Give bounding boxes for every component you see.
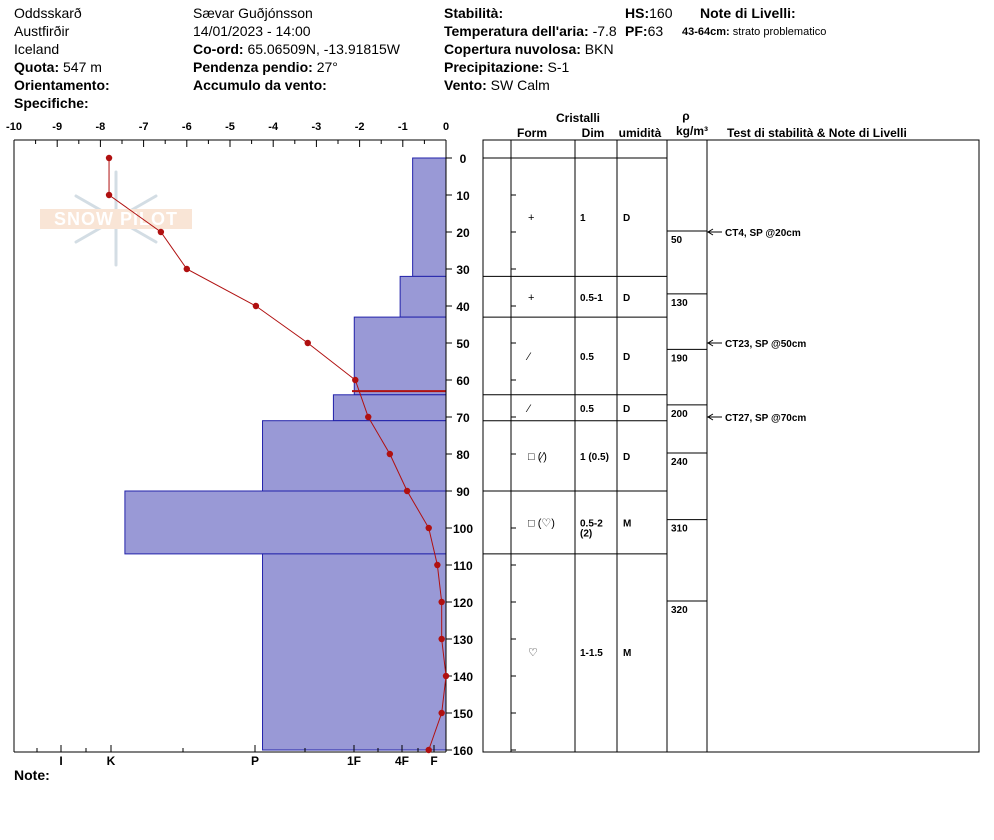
temperature-point — [365, 414, 371, 420]
layer-grain-form: ⁄ — [528, 350, 530, 363]
temperature-point — [387, 451, 393, 457]
temp-tick-label: -9 — [52, 121, 63, 133]
density-unit-header: kg/m³ — [675, 124, 709, 138]
stability-test-label: CT23, SP @50cm — [725, 339, 807, 350]
moisture-header: umidità — [618, 126, 662, 140]
density-value: 50 — [671, 235, 683, 246]
layer-moisture: M — [623, 518, 632, 530]
tests-header: Test di stabilità & Note di Livelli — [727, 126, 907, 140]
temp-tick-label: -2 — [354, 121, 365, 133]
slope-label: Pendenza pendio: — [193, 59, 313, 75]
pf-value: 63 — [647, 23, 664, 39]
layer-table — [483, 140, 979, 752]
watermark-text: SNOW PILOT — [54, 209, 178, 229]
cloud-label: Copertura nuvolosa: — [444, 41, 581, 57]
layer-grain-size: 0.5-1 — [580, 292, 603, 304]
depth-tick-label: 120 — [452, 596, 474, 610]
depth-tick-label: 110 — [453, 559, 473, 573]
temperature-point — [426, 525, 432, 531]
pf-label: PF: — [625, 23, 648, 39]
density-value: 320 — [671, 605, 688, 616]
layer-notes-title: Note di Livelli: — [700, 5, 796, 21]
hardness-bar — [263, 554, 446, 750]
temp-tick-label: -1 — [397, 121, 408, 133]
form-header: Form — [517, 126, 547, 140]
layer-grain-form: □ (⁄) — [528, 450, 547, 463]
hardness-tick-label: K — [106, 754, 116, 768]
density-value: 240 — [671, 457, 688, 468]
hardness-tick-label: P — [250, 754, 260, 768]
aspect-label: Orientamento: — [14, 77, 110, 93]
temperature-point — [184, 266, 190, 272]
observer: Sævar Guðjónsson — [193, 5, 313, 21]
density-value: 310 — [671, 523, 688, 535]
cloud-value: BKN — [584, 41, 614, 57]
temperature-point — [106, 192, 112, 198]
hs-value: 160 — [649, 5, 673, 21]
temp-tick-label: -4 — [268, 121, 279, 133]
temperature-point — [352, 377, 358, 383]
hardness-bar — [333, 395, 446, 421]
hardness-bar — [263, 421, 446, 491]
hardness-tick-label: 4F — [394, 754, 410, 768]
layer-grain-form: ⁄ — [528, 402, 530, 415]
snowpilot-watermark — [40, 172, 192, 265]
temp-tick-label: -3 — [311, 121, 322, 133]
wind-value: SW Calm — [490, 77, 550, 93]
slope-value: 27° — [316, 59, 338, 75]
note-label: Note: — [14, 767, 50, 783]
depth-tick-label: 160 — [452, 744, 474, 758]
hardness-bar — [413, 158, 446, 276]
density-value: 200 — [671, 408, 688, 420]
wind-load-label: Accumulo da vento: — [193, 77, 327, 93]
stability-label: Stabilità: — [444, 5, 504, 21]
hardness-bar — [354, 317, 446, 395]
hardness-bars — [125, 158, 446, 750]
stability-test-label: CT4, SP @20cm — [725, 228, 801, 239]
layer-grain-size-extra: (2) — [580, 528, 593, 540]
layer-grain-form: ♡ — [528, 646, 538, 659]
depth-tick-label: 40 — [456, 300, 470, 314]
layer-grain-size: 0.5-2 — [580, 518, 603, 530]
layer-moisture: D — [623, 403, 631, 415]
layer-grain-size: 1-1.5 — [580, 647, 603, 659]
region: Austfirðir — [14, 23, 70, 39]
coord-label: Co-ord: — [193, 41, 244, 57]
coord-value: 65.06509N, -13.91815W — [247, 41, 400, 57]
layer-note-text: strato problematico — [732, 26, 827, 38]
temp-tick-label: -7 — [138, 121, 149, 133]
density-value: 190 — [671, 353, 688, 365]
air-temp-label: Temperatura dell'aria: — [444, 23, 589, 39]
layer-moisture: D — [623, 451, 631, 463]
stability-test-label: CT27, SP @70cm — [725, 413, 807, 424]
temperature-point — [438, 636, 444, 642]
layer-grain-size: 1 — [580, 213, 586, 225]
depth-tick-label: 140 — [452, 670, 474, 684]
wind-label: Vento: — [444, 77, 487, 93]
layer-moisture: M — [623, 647, 632, 659]
temp-tick-label: -5 — [225, 121, 235, 133]
precip-label: Precipitazione: — [444, 59, 544, 75]
depth-tick-label: 130 — [452, 633, 474, 647]
layer-grain-form: □ (♡) — [528, 517, 555, 530]
hardness-tick-label: 1F — [346, 754, 362, 768]
hs-label: HS: — [625, 5, 650, 21]
temp-tick-label: -6 — [181, 121, 192, 133]
temperature-point — [106, 155, 112, 161]
layer-moisture: D — [623, 292, 631, 304]
temperature-point — [443, 673, 449, 679]
depth-tick-label: 60 — [456, 374, 470, 388]
depth-tick-label: 90 — [456, 485, 470, 499]
precip-value: S-1 — [547, 59, 570, 75]
temperature-point — [305, 340, 311, 346]
layer-note-depth: 43-64cm: — [682, 26, 730, 38]
size-header: Dim — [581, 126, 605, 140]
density-value: 130 — [671, 297, 688, 309]
hardness-tick-label: I — [59, 754, 63, 768]
temp-tick-label: -10 — [6, 121, 22, 133]
temperature-point — [404, 488, 410, 494]
elevation-label: Quota: — [14, 59, 60, 75]
depth-tick-label: 80 — [456, 448, 470, 462]
temp-tick-label: 0 — [442, 121, 450, 133]
layer-moisture: D — [623, 213, 631, 225]
layer-grain-size: 0.5 — [580, 403, 594, 415]
layer-moisture: D — [623, 351, 631, 363]
layer-grain-size: 0.5 — [580, 351, 594, 363]
hardness-bar — [125, 491, 446, 554]
date-time: 14/01/2023 - 14:00 — [193, 23, 311, 39]
layer-grain-form: + — [528, 291, 535, 304]
air-temp-value: -7.8 — [592, 23, 617, 39]
depth-tick-label: 20 — [456, 226, 470, 240]
depth-tick-label: 70 — [456, 411, 470, 425]
temp-tick-label: -8 — [95, 121, 106, 133]
depth-tick-label: 50 — [456, 337, 470, 351]
layer-grain-size: 1 (0.5) — [580, 451, 609, 463]
site-name: Oddsskarð — [14, 5, 82, 21]
depth-tick-label: 0 — [459, 152, 467, 166]
temperature-point — [253, 303, 259, 309]
country: Iceland — [14, 41, 60, 57]
temperature-point — [434, 562, 440, 568]
rho-header: ρ — [682, 109, 690, 123]
layer-grain-form: + — [528, 212, 535, 225]
crystals-header: Cristalli — [555, 111, 601, 125]
depth-tick-label: 30 — [456, 263, 470, 277]
depth-tick-label: 150 — [452, 707, 474, 721]
hardness-tick-label: F — [430, 754, 438, 768]
temperature-point — [426, 747, 432, 753]
specifics-label: Specifiche: — [14, 95, 89, 111]
temperature-point — [438, 710, 444, 716]
elevation-value: 547 m — [63, 59, 102, 75]
depth-tick-label: 100 — [452, 522, 474, 536]
hardness-bar — [400, 276, 446, 317]
temperature-point — [438, 599, 444, 605]
temperature-point — [158, 229, 164, 235]
depth-tick-label: 10 — [456, 189, 470, 203]
